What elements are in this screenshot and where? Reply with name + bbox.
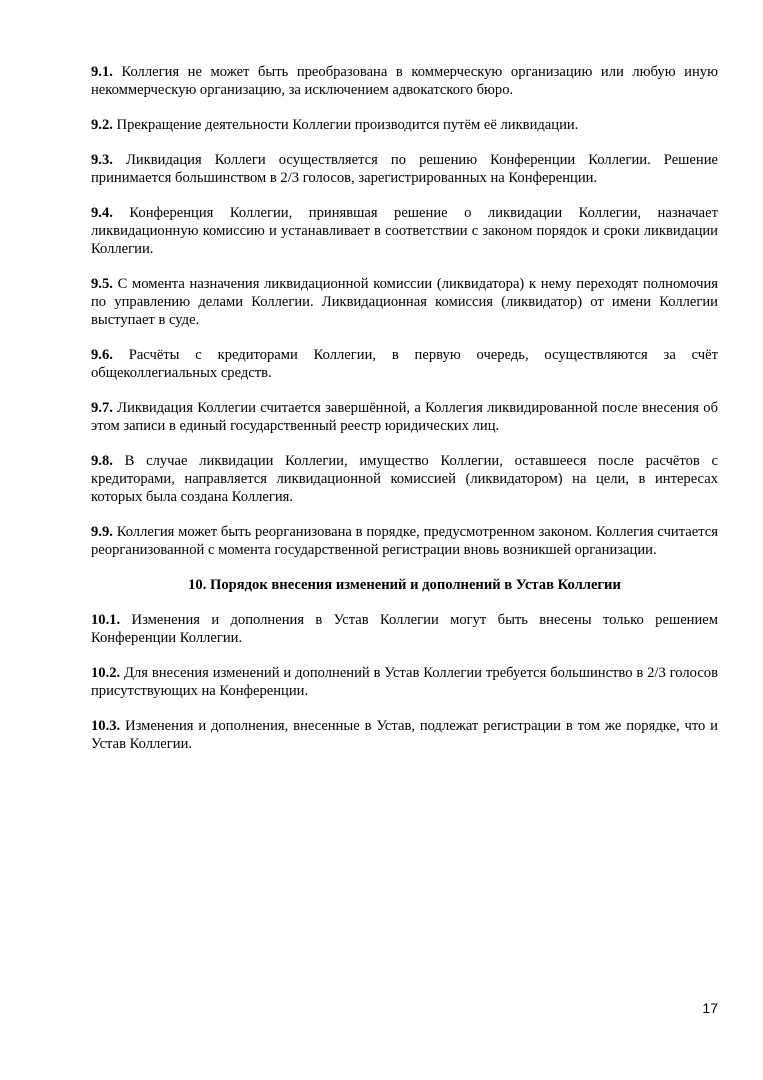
clause-number: 10.2. [91,665,121,681]
paragraph-9-6 [91,346,718,382]
paragraph-9-1 [91,63,718,99]
document-body [91,63,718,770]
clause-text: В случае ликвидации Коллегии, имущество Коллегии, оставшееся после расчётов с кредиторами, направляется ликвидационной комиссией (ликвидатором) на цели, в интересах которых была создана Коллегия. [91,453,718,505]
clause-text: Ликвидация Коллеги осуществляется по решению Конференции Коллегии. Решение принимается большинством в 2/3 голосов, зарегистрированных на Конференции. [91,152,718,186]
clause-text: Изменения и дополнения в Устав Коллегии могут быть внесены только решением Конференции Коллегии. [91,612,718,646]
paragraph-9-7 [91,399,718,435]
clause-text: Прекращение деятельности Коллегии производится путём её ликвидации. [112,117,579,133]
paragraph-10-3 [91,717,718,753]
clause-text: Конференция Коллегии, принявшая решение о ликвидации Коллегии, назначает ликвидационную комиссию и устанавливает в соответствии с законом порядок и сроки ликвидации Коллегии. [91,205,718,257]
clause-text: С момента назначения ликвидационной комиссии (ликвидатора) к нему переходят полномочия по управлению делами Коллегии. Ликвидационная комиссия (ликвидатор) от имени Коллегии выступает в суде. [91,276,718,328]
clause-number: 9.3. [91,152,113,168]
paragraph-10-1 [91,611,718,647]
clause-number: 9.9. [91,524,113,540]
clause-number: 10.3. [91,718,121,734]
clause-text: Изменения и дополнения, внесенные в Устав, подлежат регистрации в том же порядке, что и Устав Коллегии. [91,718,718,752]
paragraph-9-3 [91,151,718,187]
clause-text: Коллегия может быть реорганизована в порядке, предусмотренном законом. Коллегия считается реорганизованной с момента государственной регистрации вновь возникшей организации. [91,524,718,558]
clause-number: 9.8. [91,453,113,469]
clause-number: 9.2. [91,117,113,133]
clause-number: 9.6. [91,347,113,363]
clause-text: Коллегия не может быть преобразована в коммерческую организацию или любую иную некоммерческую организацию, за исключением адвокатского бюро. [91,64,718,98]
clause-number: 9.4. [91,205,113,221]
clause-number: 9.7. [91,400,113,416]
clause-number: 10.1. [91,612,121,628]
clause-text: Для внесения изменений и дополнений в Устав Коллегии требуется большинство в 2/3 голосов присутствующих на Конференции. [91,665,718,699]
clause-text: Расчёты с кредиторами Коллегии, в первую очередь, осуществляются за счёт общеколлегиальных средств. [91,347,718,381]
clause-number: 9.1. [91,64,113,80]
paragraph-9-4 [91,204,718,258]
paragraph-10-2 [91,664,718,700]
paragraph-9-8 [91,452,718,506]
paragraph-9-2 [91,116,718,134]
section-10-heading: 10. Порядок внесения изменений и дополнений в Устав Коллегии [188,577,621,593]
clause-number: 9.5. [91,276,113,292]
paragraph-9-5 [91,275,718,329]
paragraph-9-9 [91,523,718,559]
page-number: 17 [702,1000,718,1016]
clause-text: Ликвидация Коллегии считается завершённой, а Коллегия ликвидированной после внесения об этом записи в единый государственный реестр юридических лиц. [91,400,718,434]
